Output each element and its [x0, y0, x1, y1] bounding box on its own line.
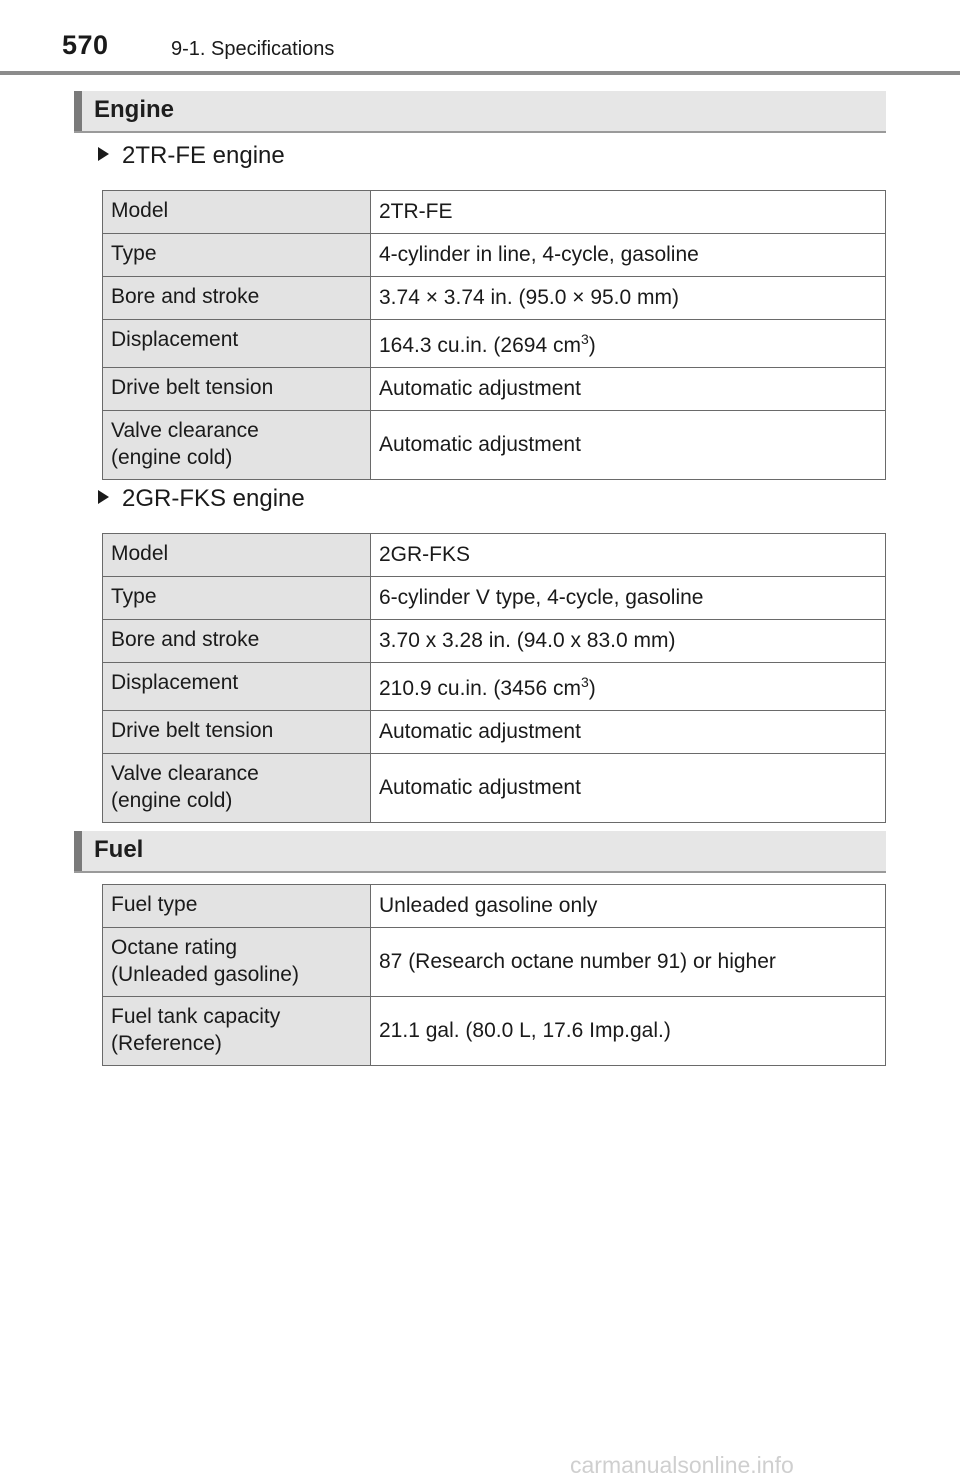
spec-value: Automatic adjustment	[379, 432, 581, 456]
spec-label: Bore and stroke	[111, 628, 260, 651]
spec-label: Fuel type	[111, 893, 198, 916]
watermark: carmanualsonline.info	[570, 1452, 794, 1478]
spec-label-cell	[103, 997, 371, 1066]
spec-value-cell	[371, 320, 886, 368]
spec-value: Unleaded gasoline only	[379, 893, 598, 917]
spec-value: 2TR-FE	[379, 199, 453, 223]
spec-value: 4-cylinder in line, 4-cycle, gasoline	[379, 242, 699, 266]
spec-value: 3.74 × 3.74 in. (95.0 × 95.0 mm)	[379, 285, 680, 309]
spec-label-cell	[103, 711, 371, 754]
engine-2tr-heading-text: 2TR-FE engine	[122, 142, 285, 169]
spec-value-cell	[371, 191, 886, 234]
spec-label: Valve clearance	[111, 419, 259, 442]
engine-2gr-heading	[98, 485, 305, 513]
triangle-bullet-icon	[98, 147, 109, 161]
spec-row	[103, 620, 886, 663]
spec-label: Type	[111, 585, 157, 608]
header-divider	[0, 71, 960, 75]
spec-row	[103, 663, 886, 711]
spec-value-cell	[371, 928, 886, 997]
spec-value-cell	[371, 754, 886, 823]
spec-label-cell	[103, 277, 371, 320]
spec-row	[103, 754, 886, 823]
spec-label-cell	[103, 754, 371, 823]
engine-2tr-heading	[98, 142, 285, 170]
fuel-section-header	[74, 831, 886, 873]
spec-value-cell	[371, 885, 886, 928]
spec-label-cell	[103, 368, 371, 411]
spec-label: (engine cold)	[111, 789, 233, 812]
spec-row	[103, 577, 886, 620]
fuel-section-title: Fuel	[94, 836, 144, 863]
spec-row	[103, 711, 886, 754]
spec-label-cell	[103, 885, 371, 928]
engine-2gr-spec-table	[102, 533, 886, 823]
fuel-spec-table	[102, 884, 886, 1066]
page-number: 570	[62, 30, 109, 60]
engine-section-header	[74, 91, 886, 133]
spec-row	[103, 885, 886, 928]
spec-value-cell	[371, 534, 886, 577]
spec-label-cell	[103, 534, 371, 577]
spec-row	[103, 277, 886, 320]
spec-value: Automatic adjustment	[379, 719, 581, 743]
spec-row	[103, 191, 886, 234]
spec-label-cell	[103, 411, 371, 480]
spec-value: Automatic adjustment	[379, 775, 581, 799]
spec-value: 87 (Research octane number 91) or higher	[379, 949, 776, 973]
spec-value-cell	[371, 711, 886, 754]
spec-label: Valve clearance	[111, 762, 259, 785]
spec-row	[103, 320, 886, 368]
spec-value: 21.1 gal. (80.0 L, 17.6 Imp.gal.)	[379, 1018, 671, 1042]
spec-value: 210.9 cu.in. (3456 cm	[379, 677, 581, 700]
chapter-title: 9-1. Specifications	[171, 38, 335, 60]
spec-value-suffix: )	[588, 677, 596, 700]
spec-label-cell	[103, 234, 371, 277]
spec-row	[103, 368, 886, 411]
spec-value-cell	[371, 577, 886, 620]
spec-label: (engine cold)	[111, 446, 233, 469]
spec-value-cell	[371, 620, 886, 663]
spec-label: Model	[111, 199, 169, 222]
spec-label-cell	[103, 663, 371, 711]
spec-label: Model	[111, 542, 169, 565]
spec-label: Displacement	[111, 671, 239, 694]
spec-value: 2GR-FKS	[379, 542, 471, 566]
spec-value: Automatic adjustment	[379, 376, 581, 400]
spec-value-cell	[371, 997, 886, 1066]
spec-row	[103, 997, 886, 1066]
spec-value: 164.3 cu.in. (2694 cm	[379, 334, 581, 357]
spec-label: Fuel tank capacity	[111, 1005, 281, 1028]
spec-label-cell	[103, 577, 371, 620]
spec-value: 3.70 x 3.28 in. (94.0 x 83.0 mm)	[379, 628, 676, 652]
spec-label: Octane rating	[111, 936, 238, 959]
spec-row	[103, 411, 886, 480]
spec-row	[103, 928, 886, 997]
spec-value-cell	[371, 663, 886, 711]
spec-row	[103, 234, 886, 277]
spec-label: (Reference)	[111, 1032, 222, 1055]
spec-value-cell	[371, 368, 886, 411]
spec-row	[103, 534, 886, 577]
spec-label: Displacement	[111, 328, 239, 351]
spec-value-cell	[371, 411, 886, 480]
triangle-bullet-icon	[98, 490, 109, 504]
spec-label-cell	[103, 320, 371, 368]
spec-value-cell	[371, 277, 886, 320]
spec-label: Drive belt tension	[111, 719, 274, 742]
spec-value-cell	[371, 234, 886, 277]
engine-section-title: Engine	[94, 96, 175, 123]
spec-label-cell	[103, 620, 371, 663]
spec-label: Drive belt tension	[111, 376, 274, 399]
section-accent	[74, 91, 82, 131]
spec-value: 6-cylinder V type, 4-cycle, gasoline	[379, 585, 704, 609]
section-accent	[74, 831, 82, 871]
engine-2tr-spec-table	[102, 190, 886, 480]
page-header	[0, 0, 960, 74]
superscript: 3	[580, 674, 589, 690]
superscript: 3	[580, 331, 589, 347]
spec-label: (Unleaded gasoline)	[111, 963, 299, 986]
spec-label: Bore and stroke	[111, 285, 260, 308]
spec-label-cell	[103, 928, 371, 997]
spec-label-cell	[103, 191, 371, 234]
spec-value-suffix: )	[588, 334, 596, 357]
spec-label: Type	[111, 242, 157, 265]
engine-2gr-heading-text: 2GR-FKS engine	[122, 485, 305, 512]
